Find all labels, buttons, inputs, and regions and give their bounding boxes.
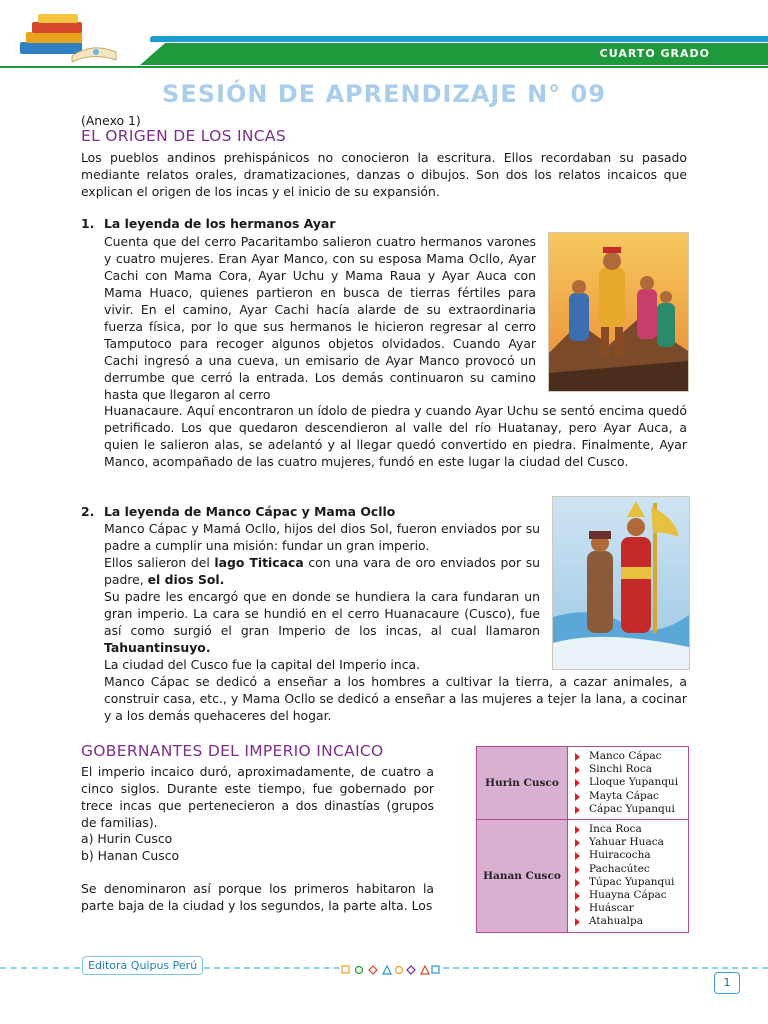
footer-dashed-line-left	[0, 967, 80, 969]
list-item: Inca Roca	[575, 823, 687, 836]
list-item: Huiracocha	[575, 849, 687, 862]
legend2-p4: La ciudad del Cusco fue la capital del Imperio inca.	[104, 657, 421, 672]
legend1-number: 1.	[81, 216, 95, 231]
header-blue-bar	[150, 36, 768, 42]
books-logo	[12, 12, 132, 64]
origin-intro: Los pueblos andinos prehispánicos no conocieron la escritura. Ellos recordaban su pasado mediante relatos orales, dramatizaciones, danzas o dibujos. Son dos los relatos incaicos que explican el origen de los incas y el inicio de su expansión.	[81, 150, 687, 199]
table-row	[477, 747, 689, 820]
manco-capac-mama-ocllo-illustration	[552, 496, 690, 670]
ruler-list-cell	[568, 820, 689, 933]
dynasties-table	[476, 746, 689, 933]
header-divider	[0, 66, 768, 68]
dynasty-option-b: b) Hanan Cusco	[81, 848, 180, 863]
rulers-intro: El imperio incaico duró, aproximadamente, de cuatro a cinco siglos. Durante este tiempo, fue gobernado por trece incas que pertenecieron a dos dinastías (grupos de familias).	[81, 764, 434, 830]
dynasty-label: Hanan Cusco	[477, 820, 568, 933]
page-number: 1	[714, 972, 740, 994]
ayar-brothers-illustration	[548, 232, 689, 392]
footer-dashed-line-right	[204, 967, 768, 969]
list-item: Cápac Yupanqui	[575, 803, 687, 816]
legend2-p1: Manco Cápac y Mamá Ocllo, hijos del dios Sol, fueron enviados por su padre a cumplir una misión: fundar un gran imperio.	[104, 521, 540, 553]
lago-titicaca-bold: lago Titicaca	[214, 555, 304, 570]
dynasty-option-a: a) Hurin Cusco	[81, 831, 173, 846]
publisher-label: Editora Quipus Perú	[82, 956, 203, 975]
list-item: Huáscar	[575, 902, 687, 915]
list-item: Mayta Cápac	[575, 790, 687, 803]
annex-label: (Anexo 1)	[81, 113, 141, 128]
list-item: Huayna Cápac	[575, 889, 687, 902]
legend2-body	[104, 520, 540, 673]
list-item: Atahualpa	[575, 915, 687, 928]
legend1-title: La leyenda de los hermanos Ayar	[104, 216, 336, 231]
list-item: Pachacútec	[575, 863, 687, 876]
dynasty-label: Hurin Cusco	[477, 747, 568, 820]
ruler-list-cell	[568, 747, 689, 820]
dynasties-table-grid	[476, 746, 689, 933]
dios-sol-bold: el dios Sol.	[147, 572, 225, 587]
rulers-closing: Se denominaron así porque los primeros habitaron la parte baja de la ciudad y los segundos, la parte alta. Los	[81, 881, 434, 913]
list-item: Túpac Yupanqui	[575, 876, 687, 889]
legend2-p3: Su padre les encargó que en donde se hundiera la cara fundaran un gran imperio. La cara se hundió en el cerro Huanacaure (Cusco), fue así como surgió el gran Imperio de los incas, al cual llamaron Tahuantinsuyo.	[104, 589, 540, 655]
legend2-p5: Manco Cápac se dedicó a enseñar a los hombres a cultivar la tierra, a cazar animales, a construir casa, etc., y Mama Ocllo se dedicó a enseñar a las mujeres a tejer la lana, a cocinar y a los demás quehaceres del hogar.	[104, 674, 687, 723]
list-item: Yahuar Huaca	[575, 836, 687, 849]
tahuantinsuyo-bold: Tahuantinsuyo.	[104, 640, 211, 655]
section-heading-rulers: GOBERNANTES DEL IMPERIO INCAICO	[81, 742, 384, 760]
list-item: Manco Cápac	[575, 750, 687, 763]
list-item: Sinchi Roca	[575, 763, 687, 776]
footer-shapes-decoration	[340, 961, 440, 973]
legend2-p2: Ellos salieron del lago Titicaca con una vara de oro enviados por su padre, el dios Sol.	[104, 555, 541, 587]
legend1-text-top: Cuenta que del cerro Pacaritambo salieron cuatro hermanos varones y cuatro mujeres. Eran Ayar Manco, con su esposa Mama Ocllo, Ayar Cachi con Mama Cora, Ayar Uchu y Mama Raua y Ayar Auca con Mama Huaco, quienes partieron en busca de tierras fértiles para vivir. En el camino, Ayar Cachi hacía alarde de su extraordinaria fuerza física, por lo que sus hermanos le hicieron regresar al cerro Tamputoco para recoger algunos objetos olvidados. Cuando Ayar Cachi ingresó a una cueva, un emisario de Ayar Manco provocó un derrumbe que cerró la entrada. Los demás continuaron su camino hasta que llegaron al cerro	[104, 234, 536, 402]
list-item: Lloque Yupanqui	[575, 776, 687, 789]
legend1-text-bottom: Huanacaure. Aquí encontraron un ídolo de piedra y cuando Ayar Uchu se sentó encima quedó petrificado. Los que quedaron descendieron al valle del río Huatanay, pero Ayar Auca, a quien le salieron alas, se adelantó y al llegar quedó convertido en piedra. Finalmente, Ayar Manco, acompañado de las cuatro mujeres, fundó en este lugar la ciudad del Cusco.	[104, 403, 687, 469]
table-row	[477, 820, 689, 933]
page-title: SESIÓN DE APRENDIZAJE N° 09	[162, 80, 606, 108]
grade-label: CUARTO GRADO	[599, 47, 710, 60]
section-heading-origin: EL ORIGEN DE LOS INCAS	[81, 127, 286, 145]
legend2-title: La leyenda de Manco Cápac y Mama Ocllo	[104, 504, 396, 519]
legend2-number: 2.	[81, 504, 95, 519]
